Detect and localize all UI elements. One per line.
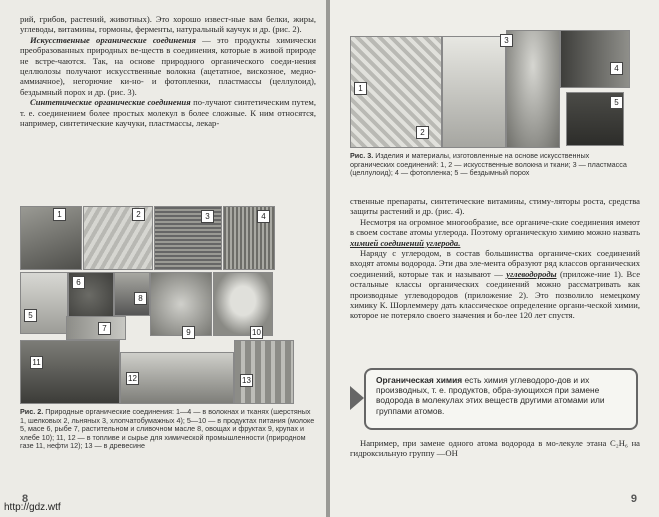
fig3-label-2: 2	[416, 126, 429, 139]
wood-photo	[234, 340, 294, 404]
figure-3-caption-title: Рис. 3.	[350, 151, 374, 160]
left-page	[0, 0, 326, 517]
right-text-block	[350, 196, 640, 321]
right-paragraph-3-text-b: (приложе-ние 1). Все остальные классы органических соединений можно рассматривать как производные углеводородов (приложение 2). Это позволило немецкому химику К. Шорлеммеру дать классическое определение органи-ческой химии, которое не потеряло своего значения и бо-лее 120 лет спустя.	[350, 268, 641, 321]
left-paragraph-2	[20, 35, 316, 97]
right-paragraph-2	[350, 217, 640, 248]
fig2-label-8: 8	[134, 292, 147, 305]
fig2-label-4: 4	[257, 210, 270, 223]
fig2-label-5: 5	[24, 309, 37, 322]
term-carbon-chemistry: химией соединений углерода.	[350, 237, 461, 248]
figure-2-caption-title: Рис. 2.	[20, 407, 44, 416]
gas-tanks-photo	[20, 340, 120, 404]
left-page-number: 8	[22, 493, 29, 505]
fig3-label-3: 3	[500, 34, 513, 47]
wool-photo	[20, 206, 82, 270]
fig3-label-1: 1	[354, 82, 367, 95]
figure-3-caption-text: Изделия и материалы, изготовленные на основе искусственных органических соединений: 1, 2 — искусственные волокна и ткани; 3 — пластмасса (целлулоид); 4 — фотопленка; 5 — бездымный порох	[350, 151, 627, 178]
left-paragraph-1: рий, грибов, растений, животных). Это хорошо извест-ные вам белки, жиры, углеводы, витамины, гормоны, ферменты, натуральный каучук и др. (рис. 2).	[20, 14, 316, 35]
term-hydrocarbons: углеводороды	[506, 268, 557, 279]
fig2-label-12: 12	[126, 372, 139, 385]
fig2-label-3: 3	[201, 210, 214, 223]
definition-text	[376, 375, 626, 416]
left-paragraph-2-text: — это продукты химически преобразованных природных ве-ществ в соединения, которые в живой природе не встре-чаются. Так, на основе природного органического соеди-нения целлюлозы получают искусственные волокна (ацетатное, вискозное, медно-аммиачное), негорючие ки-но- и фотопленки, пластмассы (целлулоид), бездымный порох и др. (рис. 3).	[20, 34, 316, 97]
figure-2-caption-text: Природные органические соединения: 1—4 — в волокнах и тканях (шерстяных 1, шелковых 2, льняных 3, хлопчатобумажных 4); 5—10 — в продуктах питания (молоке 5, масе 6, рыбе 7, растительном и сливочном масле 8, овощах и фруктах 9, крупах и хлебе 10); 11, 12 — в топливе и сырье для химической промышленности (природном газе 11, нефти 12); 13 — в древесине	[20, 407, 315, 451]
fig2-label-6: 6	[72, 276, 85, 289]
vegetables-photo	[150, 272, 212, 336]
fabric-dress-photo	[442, 36, 506, 148]
fig3-label-4: 4	[610, 62, 623, 75]
left-paragraph-3	[20, 97, 316, 128]
definition-box	[364, 368, 638, 430]
fish-photo	[66, 316, 126, 340]
right-paragraph-3-text-a: Наряду с углеродом, в состав большинства органиче-ских соединений входят атомы водорода. Эти два эле-мента образуют ряд классов органических соединений, которые так и называют —	[350, 248, 640, 279]
figure-3-caption	[350, 152, 634, 178]
right-text-bottom	[350, 438, 640, 459]
bread-photo	[213, 272, 273, 336]
figure-2-caption	[20, 408, 316, 451]
definition-term: Органическая химия	[376, 375, 463, 385]
right-paragraph-1: ственные препараты, синтетические витамины, стиму-ляторы роста, средства защиты растений и др. (рис. 4).	[350, 196, 640, 217]
fig2-label-2: 2	[132, 208, 145, 221]
right-paragraph-3	[350, 248, 640, 321]
arrow-icon	[350, 386, 364, 410]
fig3-label-5: 5	[610, 96, 623, 109]
fig2-label-9: 9	[182, 326, 195, 339]
term-synthetic: Синтетические органические соединения	[30, 97, 191, 108]
right-paragraph-4: Например, при замене одного атома водорода в мо-лекуле этана C₂H₆ на гидроксильную группу —OH	[350, 438, 640, 459]
fig2-label-1: 1	[53, 208, 66, 221]
milk-photo	[20, 272, 68, 334]
fig2-label-10: 10	[250, 326, 263, 339]
right-page	[330, 0, 659, 517]
doll-photo	[506, 30, 560, 148]
fig2-label-7: 7	[98, 322, 111, 335]
fig2-label-11: 11	[30, 356, 43, 369]
term-artificial: Искусственные органические соединения	[30, 34, 196, 45]
fig2-label-13: 13	[240, 374, 253, 387]
left-text-block	[20, 14, 316, 128]
left-paragraph-3-text: по-лучают синтетическим путем, т. е. соединением более простых молекул в более сложные. К ним относятся, например, синтетические каучуки, пластмассы, лекар-	[20, 97, 316, 129]
film-photo	[560, 30, 630, 88]
definition-body: есть химия углеводоро-дов и их производных, т. е. продуктов, обра-зующихся при замене водорода в молекулах этих веществ другими атомами или группами атомов.	[376, 375, 605, 416]
right-paragraph-2-text: Несмотря на огромное многообразие, все органиче-ские соединения имеют в своем составе атомы углерода. Поэтому органическую химию можно назвать	[350, 216, 640, 238]
right-page-number: 9	[630, 493, 637, 505]
watermark-link[interactable]: http://gdz.wtf	[4, 502, 61, 513]
